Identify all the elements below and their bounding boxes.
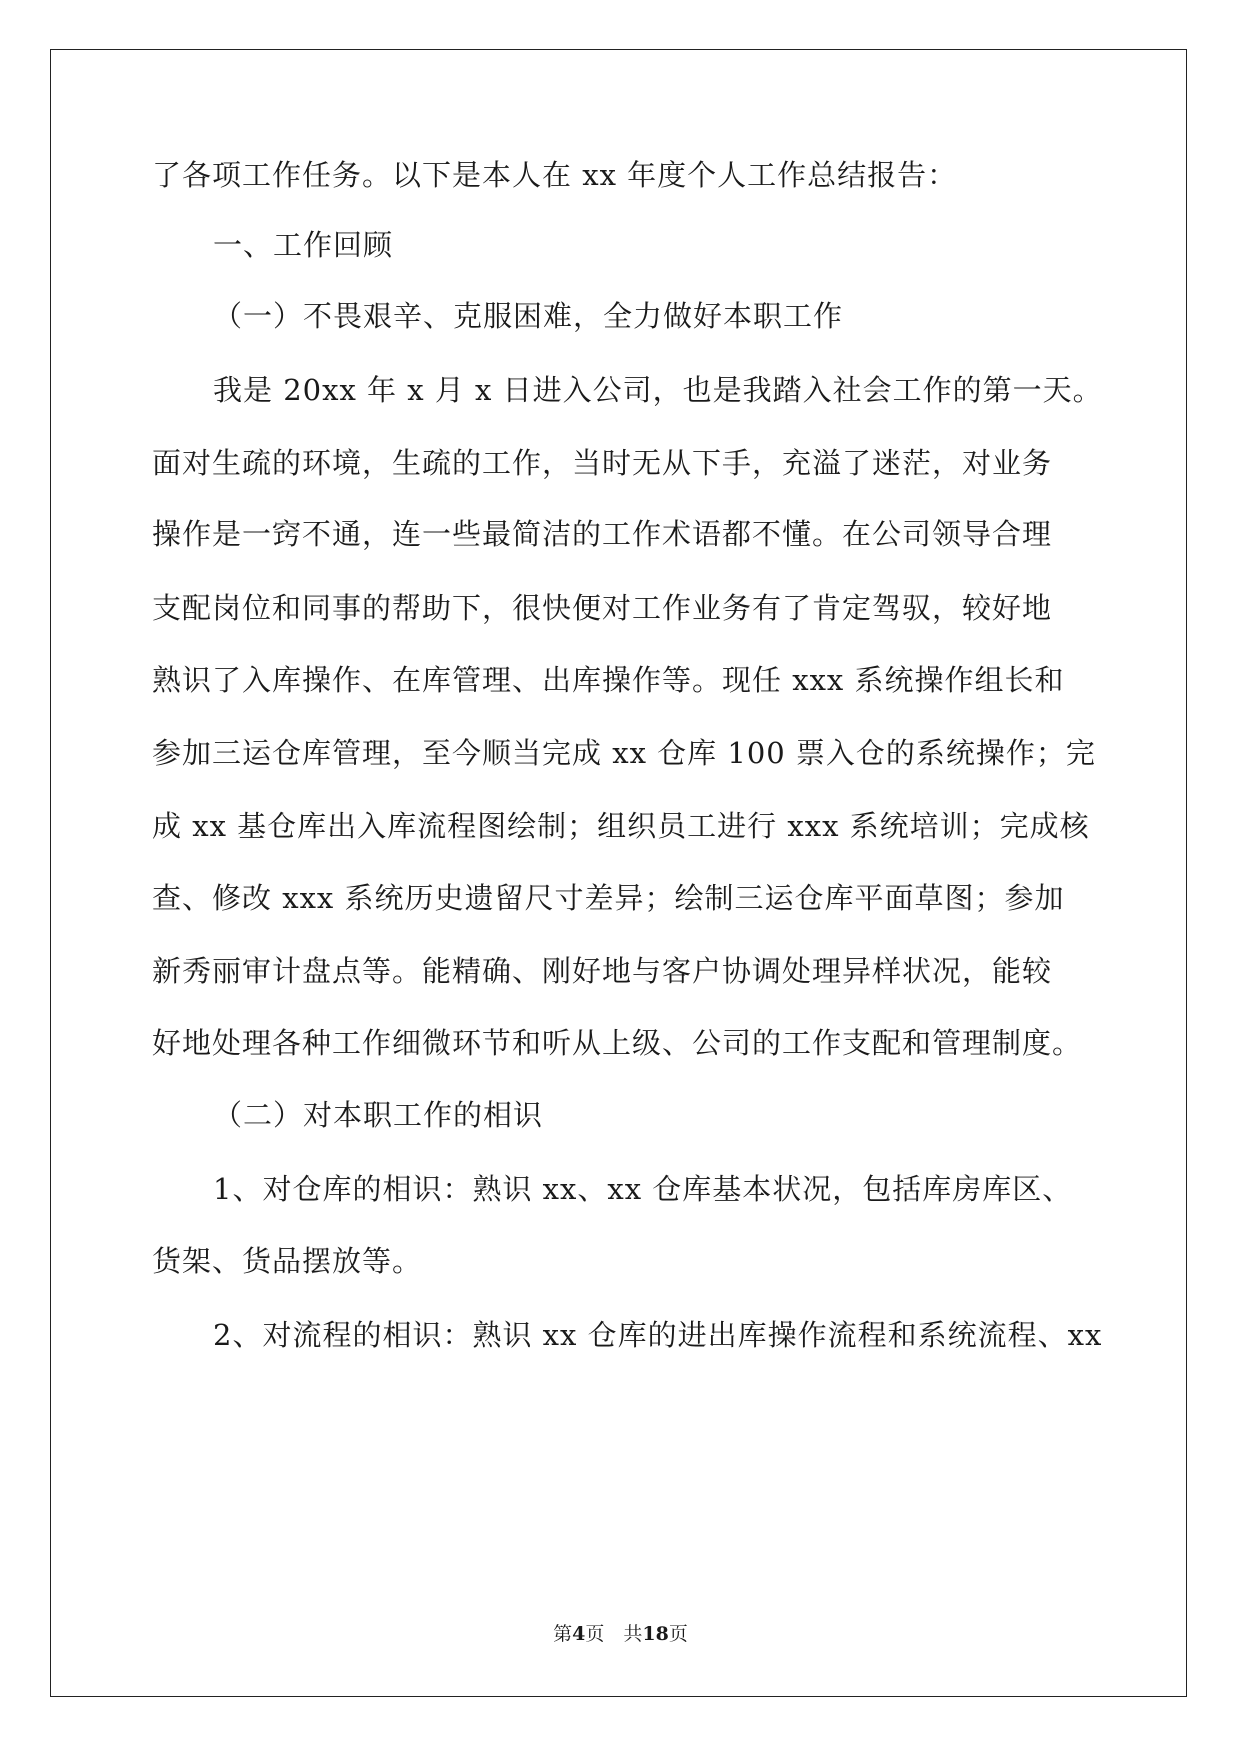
text-line: 支配岗位和同事的帮助下，很快便对工作业务有了肯定驾驭，较好地 <box>152 591 1053 625</box>
section-heading: 一、工作回顾 <box>213 228 394 262</box>
text-line: 查、修改 xxx 系统历史遗留尺寸差异；绘制三运仓库平面草图；参加 <box>152 881 1065 915</box>
subsection-heading: （二）对本职工作的相识 <box>213 1098 544 1132</box>
footer-middle: 页 共 <box>585 1623 643 1645</box>
text-line: 操作是一窍不通，连一些最简洁的工作术语都不懂。在公司领导合理 <box>152 517 1053 551</box>
text-line: 参加三运仓库管理，至今顺当完成 xx 仓库 100 票入仓的系统操作；完 <box>152 736 1096 770</box>
subsection-heading: （一）不畏艰辛、克服困难，全力做好本职工作 <box>213 299 844 333</box>
text-line: 货架、货品摆放等。 <box>152 1244 423 1278</box>
text-line: 好地处理各种工作细微环节和听从上级、公司的工作支配和管理制度。 <box>152 1026 1083 1060</box>
text-line: 成 xx 基仓库出入库流程图绘制；组织员工进行 xxx 系统培训；完成核 <box>152 809 1090 843</box>
text-line: 新秀丽审计盘点等。能精确、刚好地与客户协调处理异样状况，能较 <box>152 954 1053 988</box>
text-line: 1、对仓库的相识：熟识 xx、xx 仓库基本状况，包括库房库区、 <box>213 1172 1073 1206</box>
footer-total-pages: 18 <box>642 1623 669 1645</box>
text-line: 我是 20xx 年 x 月 x 日进入公司，也是我踏入社会工作的第一天。 <box>213 373 1103 407</box>
text-line: 了各项工作任务。以下是本人在 xx 年度个人工作总结报告： <box>152 158 958 192</box>
text-line: 2、对流程的相识：熟识 xx 仓库的进出库操作流程和系统流程、xx <box>213 1318 1103 1352</box>
text-line: 面对生疏的环境，生疏的工作，当时无从下手，充溢了迷茫，对业务 <box>152 446 1053 480</box>
footer-suffix: 页 <box>668 1623 688 1645</box>
footer-page-number: 4 <box>572 1623 586 1645</box>
page-footer <box>0 1622 1241 1646</box>
footer-prefix: 第 <box>553 1623 573 1645</box>
text-line: 熟识了入库操作、在库管理、出库操作等。现任 xxx 系统操作组长和 <box>152 663 1065 697</box>
page-border <box>50 49 1187 1697</box>
